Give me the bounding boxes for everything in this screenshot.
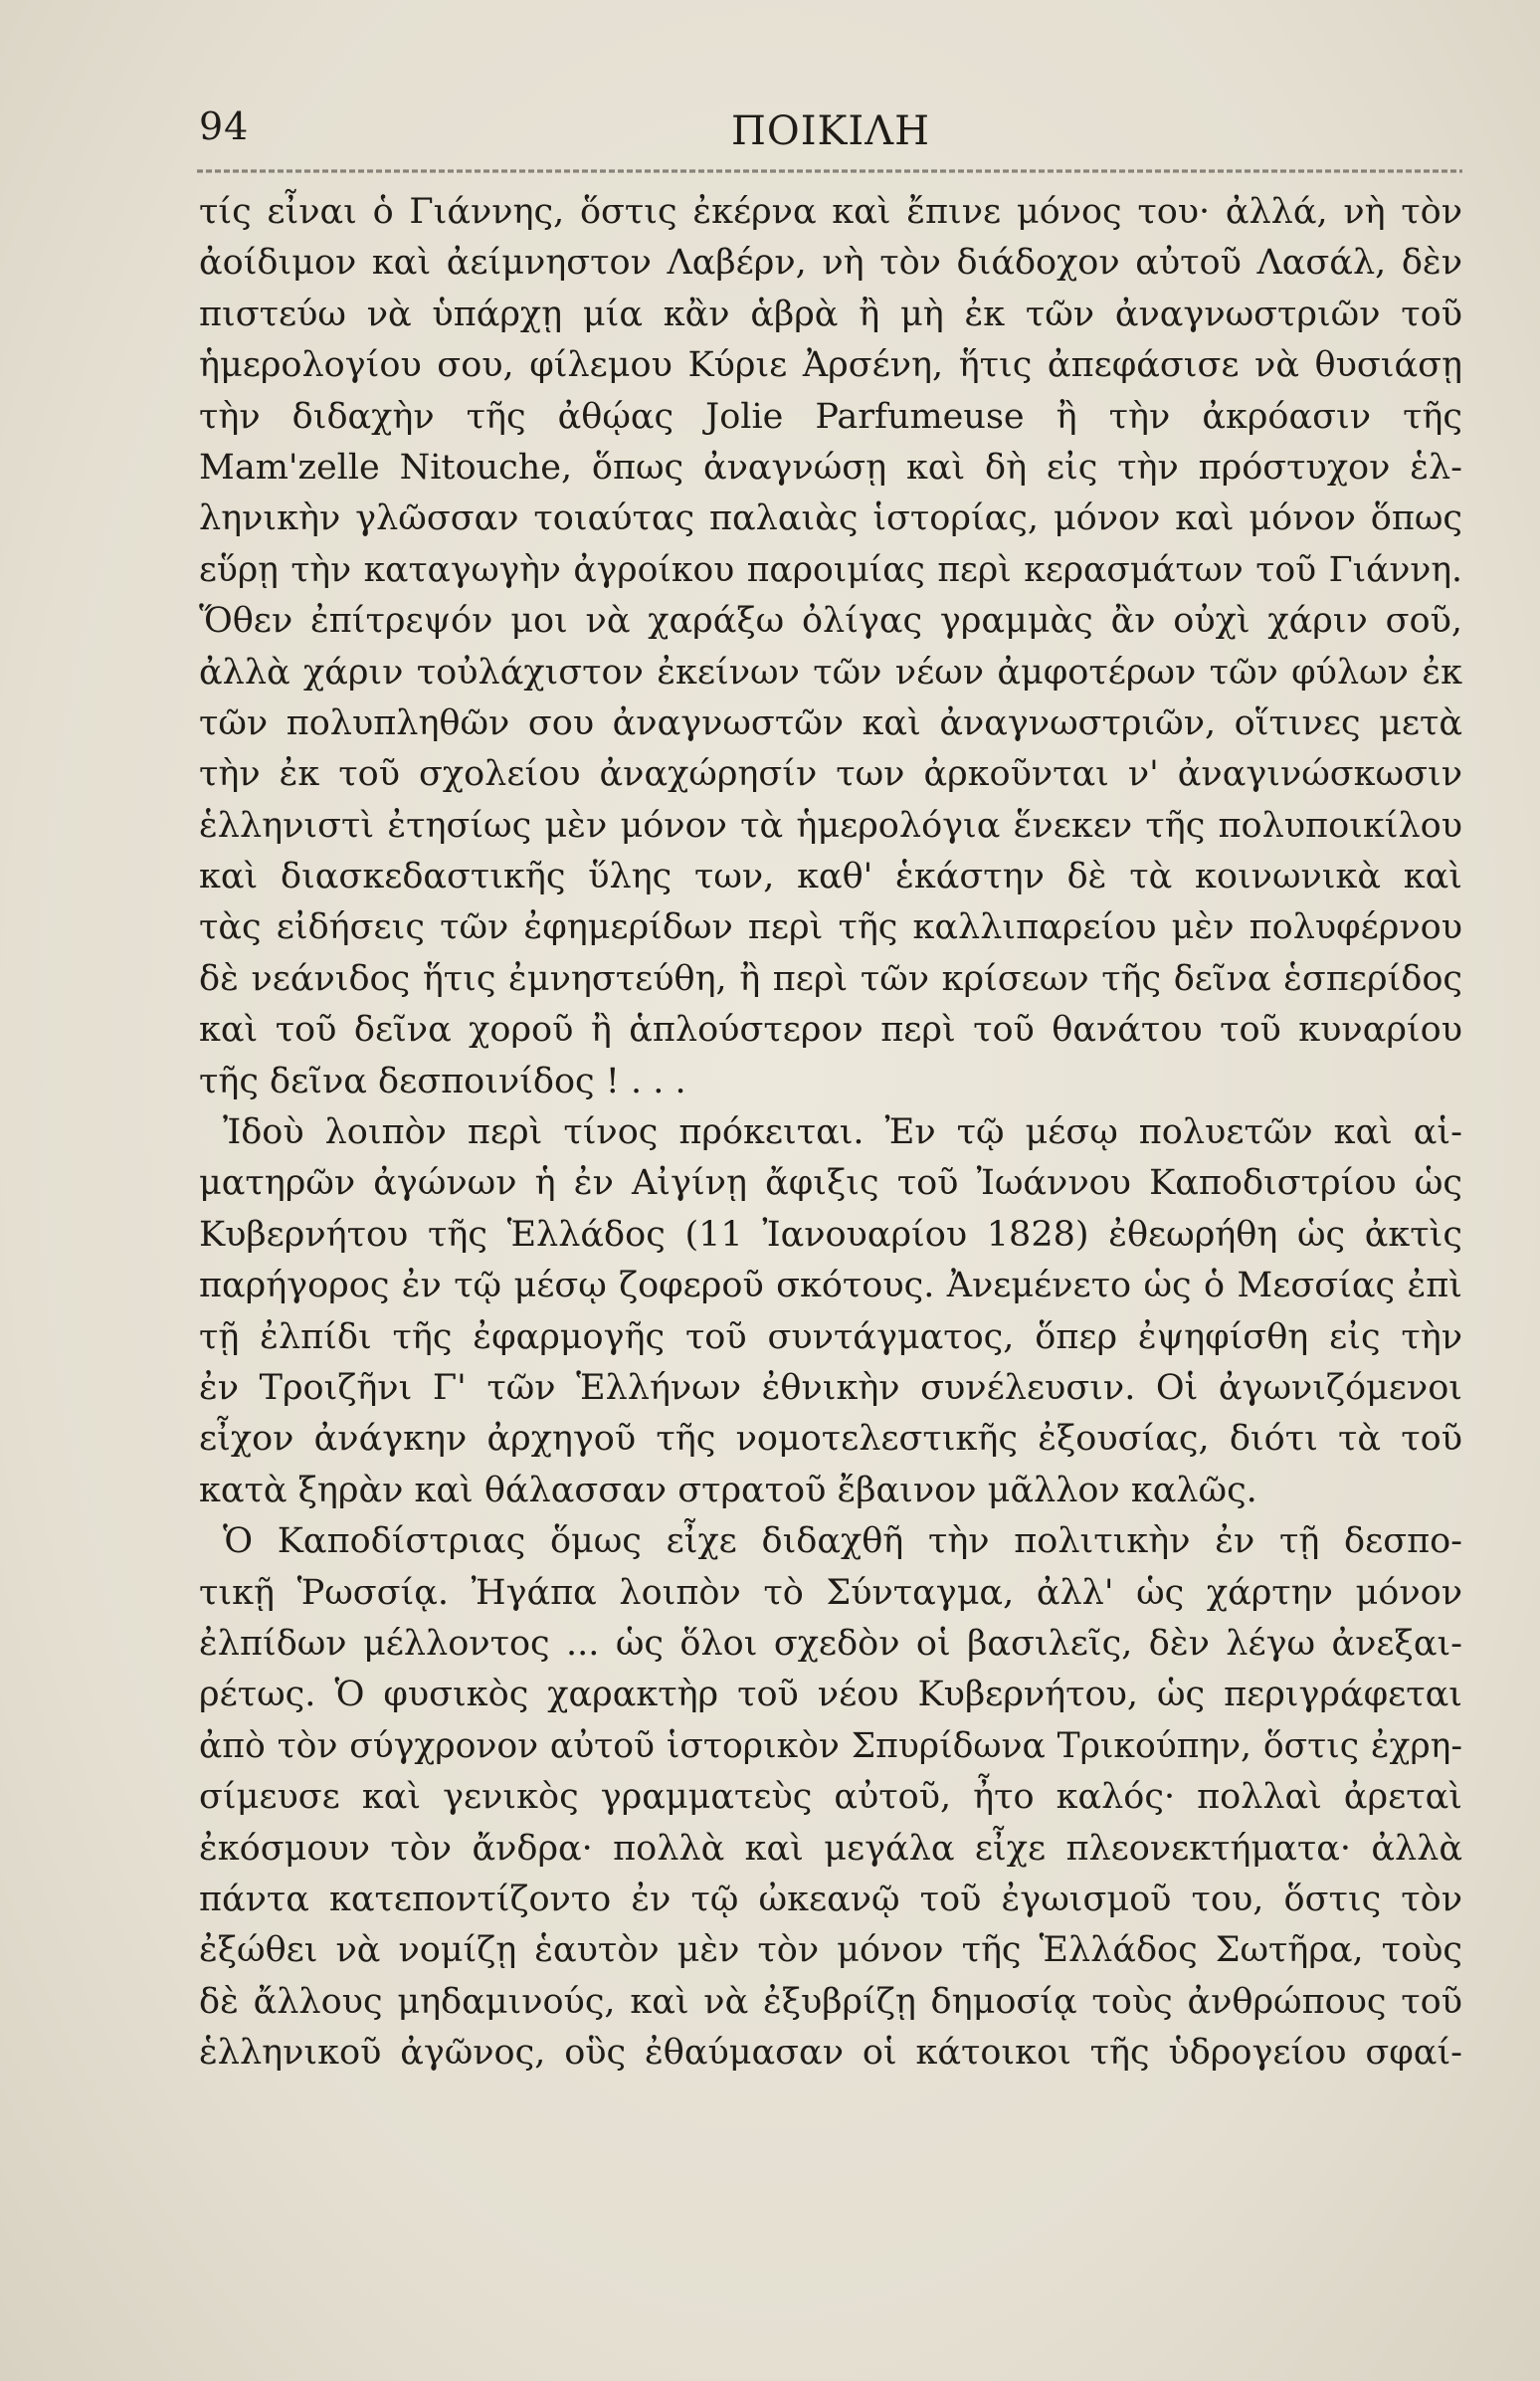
text-line: πιστεύω νὰ ὑπάρχῃ μία κἂν ἁβρὰ ἢ μὴ ἐκ τῶν ἀναγνωστριῶν τοῦ (199, 294, 1462, 334)
text-line: Κυβερνήτου τῆς Ἑλλάδος (11 Ἰανουαρίου 1828) ἐθεωρήθη ὡς ἀκτὶς (199, 1214, 1462, 1255)
text-line: ἀλλὰ χάριν τοὐλάχιστον ἐκείνων τῶν νέων ἀμφοτέρων τῶν φύλων ἐκ (199, 652, 1462, 693)
text-line: εἶχον ἀνάγκην ἀρχηγοῦ τῆς νομοτελεστικῆς ἐξουσίας, διότι τὰ τοῦ (199, 1419, 1462, 1460)
text-line: εὕρῃ τὴν καταγωγὴν ἀγροίκου παροιμίας περὶ κερασμάτων τοῦ Γιάννη. (199, 549, 1462, 590)
section-title: ΠΟΙΚΙΛΗ (731, 108, 930, 154)
text-line: δὲ νεάνιδος ἥτις ἐμνηστεύθη, ἢ περὶ τῶν κρίσεων τῆς δεῖνα ἑσπερίδος (199, 958, 1462, 999)
page-number: 94 (199, 104, 250, 148)
body-text (199, 187, 1462, 2079)
text-line: ἡμερολογίου σου, φίλεμου Κύριε Ἀρσένη, ἥτις ἀπεφάσισε νὰ θυσιάσῃ (199, 345, 1462, 386)
text-line: τὰς εἰδήσεις τῶν ἐφημερίδων περὶ τῆς καλλιπαρείου μὲν πολυφέρνου (199, 907, 1462, 948)
text-line: τῆς δεῖνα δεσποινίδος ! . . . (199, 1061, 686, 1101)
text-line: σίμευσε καὶ γενικὸς γραμματεὺς αὐτοῦ, ἦτο καλός· πολλαὶ ἀρεταὶ (199, 1777, 1462, 1818)
text-line: ματηρῶν ἀγώνων ἡ ἐν Αἰγίνῃ ἄφιξις τοῦ Ἰωάννου Καποδιστρίου ὡς (199, 1163, 1462, 1204)
text-line: ἀοίδιμον καὶ ἀείμνηστον Λαβέρν, νὴ τὸν διάδοχον αὐτοῦ Λασάλ, δὲν (199, 243, 1462, 284)
text-line: δὲ ἄλλους μηδαμινούς, καὶ νὰ ἐξυβρίζῃ δημοσίᾳ τοὺς ἀνθρώπους τοῦ (199, 1981, 1462, 2022)
text-line: πάντα κατεποντίζοντο ἐν τῷ ὠκεανῷ τοῦ ἐγωισμοῦ του, ὅστις τὸν (199, 1879, 1462, 1919)
paragraph-start-line: Ἰδοὺ λοιπὸν περὶ τίνος πρόκειται. Ἐν τῷ μέσῳ πολυετῶν καὶ αἱ- (223, 1112, 1462, 1153)
text-line: παρήγορος ἐν τῷ μέσῳ ζοφεροῦ σκότους. Ἀνεμένετο ὡς ὁ Μεσσίας ἐπὶ (199, 1266, 1462, 1306)
running-head (199, 104, 1462, 164)
text-line: ρέτως. Ὁ φυσικὸς χαρακτὴρ τοῦ νέου Κυβερνήτου, ὡς περιγράφεται (199, 1675, 1462, 1715)
header-rule (197, 167, 1462, 175)
text-line: κατὰ ξηρὰν καὶ θάλασσαν στρατοῦ ἔβαινον μᾶλλον καλῶς. (199, 1470, 1257, 1510)
text-line: ἑλληνιστὶ ἐτησίως μὲν μόνον τὰ ἡμερολόγια ἕνεκεν τῆς πολυποικίλου (199, 805, 1462, 846)
text-line: τὴν διδαχὴν τῆς ἀθῴας Jolie Parfumeuse ἢ τὴν ἀκρόασιν τῆς (199, 396, 1462, 437)
text-line: καὶ διασκεδαστικῆς ὕλης των, καθ' ἑκάστην δὲ τὰ κοινωνικὰ καὶ (199, 857, 1462, 897)
text-line: ἐλπίδων μέλλοντος ... ὡς ὅλοι σχεδὸν οἱ βασιλεῖς, δὲν λέγω ἀνεξαι- (199, 1623, 1462, 1664)
paragraph-start-line: Ὁ Καποδίστριας ὅμως εἶχε διδαχθῆ τὴν πολιτικὴν ἐν τῇ δεσπο- (223, 1521, 1462, 1562)
text-line: ἐκόσμουν τὸν ἄνδρα· πολλὰ καὶ μεγάλα εἶχε πλεονεκτήματα· ἀλλὰ (199, 1828, 1462, 1869)
text-line: Ὅθεν ἐπίτρεψόν μοι νὰ χαράξω ὀλίγας γραμμὰς ἂν οὐχὶ χάριν σοῦ, (199, 601, 1462, 642)
text-line: τῇ ἐλπίδι τῆς ἐφαρμογῆς τοῦ συντάγματος, ὅπερ ἐψηφίσθη εἰς τὴν (199, 1316, 1462, 1357)
text-line: ληνικὴν γλῶσσαν τοιαύτας παλαιὰς ἱστορίας, μόνον καὶ μόνον ὅπως (199, 498, 1462, 539)
text-line: ἀπὸ τὸν σύγχρονον αὐτοῦ ἱστορικὸν Σπυρίδωνα Τρικούπην, ὅστις ἐχρη- (199, 1725, 1462, 1766)
text-line: τῶν πολυπληθῶν σου ἀναγνωστῶν καὶ ἀναγνωστριῶν, οἵτινες μετὰ (199, 702, 1462, 743)
text-line: τίς εἶναι ὁ Γιάννης, ὅστις ἐκέρνα καὶ ἔπινε μόνος του· ἀλλά, νὴ τὸν (199, 192, 1462, 232)
text-line: ἐν Τροιζῆνι Γ' τῶν Ἑλλήνων ἐθνικὴν συνέλευσιν. Οἱ ἀγωνιζόμενοι (199, 1367, 1462, 1408)
text-line: Mam'zelle Nitouche, ὅπως ἀναγνώσῃ καὶ δὴ εἰς τὴν πρόστυχον ἑλ- (199, 447, 1462, 488)
text-line: καὶ τοῦ δεῖνα χοροῦ ἢ ἁπλούστερον περὶ τοῦ θανάτου τοῦ κυναρίου (199, 1010, 1462, 1051)
text-line: τικῇ Ῥωσσίᾳ. Ἠγάπα λοιπὸν τὸ Σύνταγμα, ἀλλ' ὡς χάρτην μόνον (199, 1572, 1462, 1613)
text-line: ἑλληνικοῦ ἀγῶνος, οὓς ἐθαύμασαν οἱ κάτοικοι τῆς ὑδρογείου σφαί- (199, 2033, 1462, 2074)
text-line: ἐξώθει νὰ νομίζῃ ἑαυτὸν μὲν τὸν μόνον τῆς Ἑλλάδος Σωτῆρα, τοὺς (199, 1930, 1462, 1971)
text-line: τὴν ἐκ τοῦ σχολείου ἀναχώρησίν των ἀρκοῦνται ν' ἀναγινώσκωσιν (199, 754, 1462, 795)
